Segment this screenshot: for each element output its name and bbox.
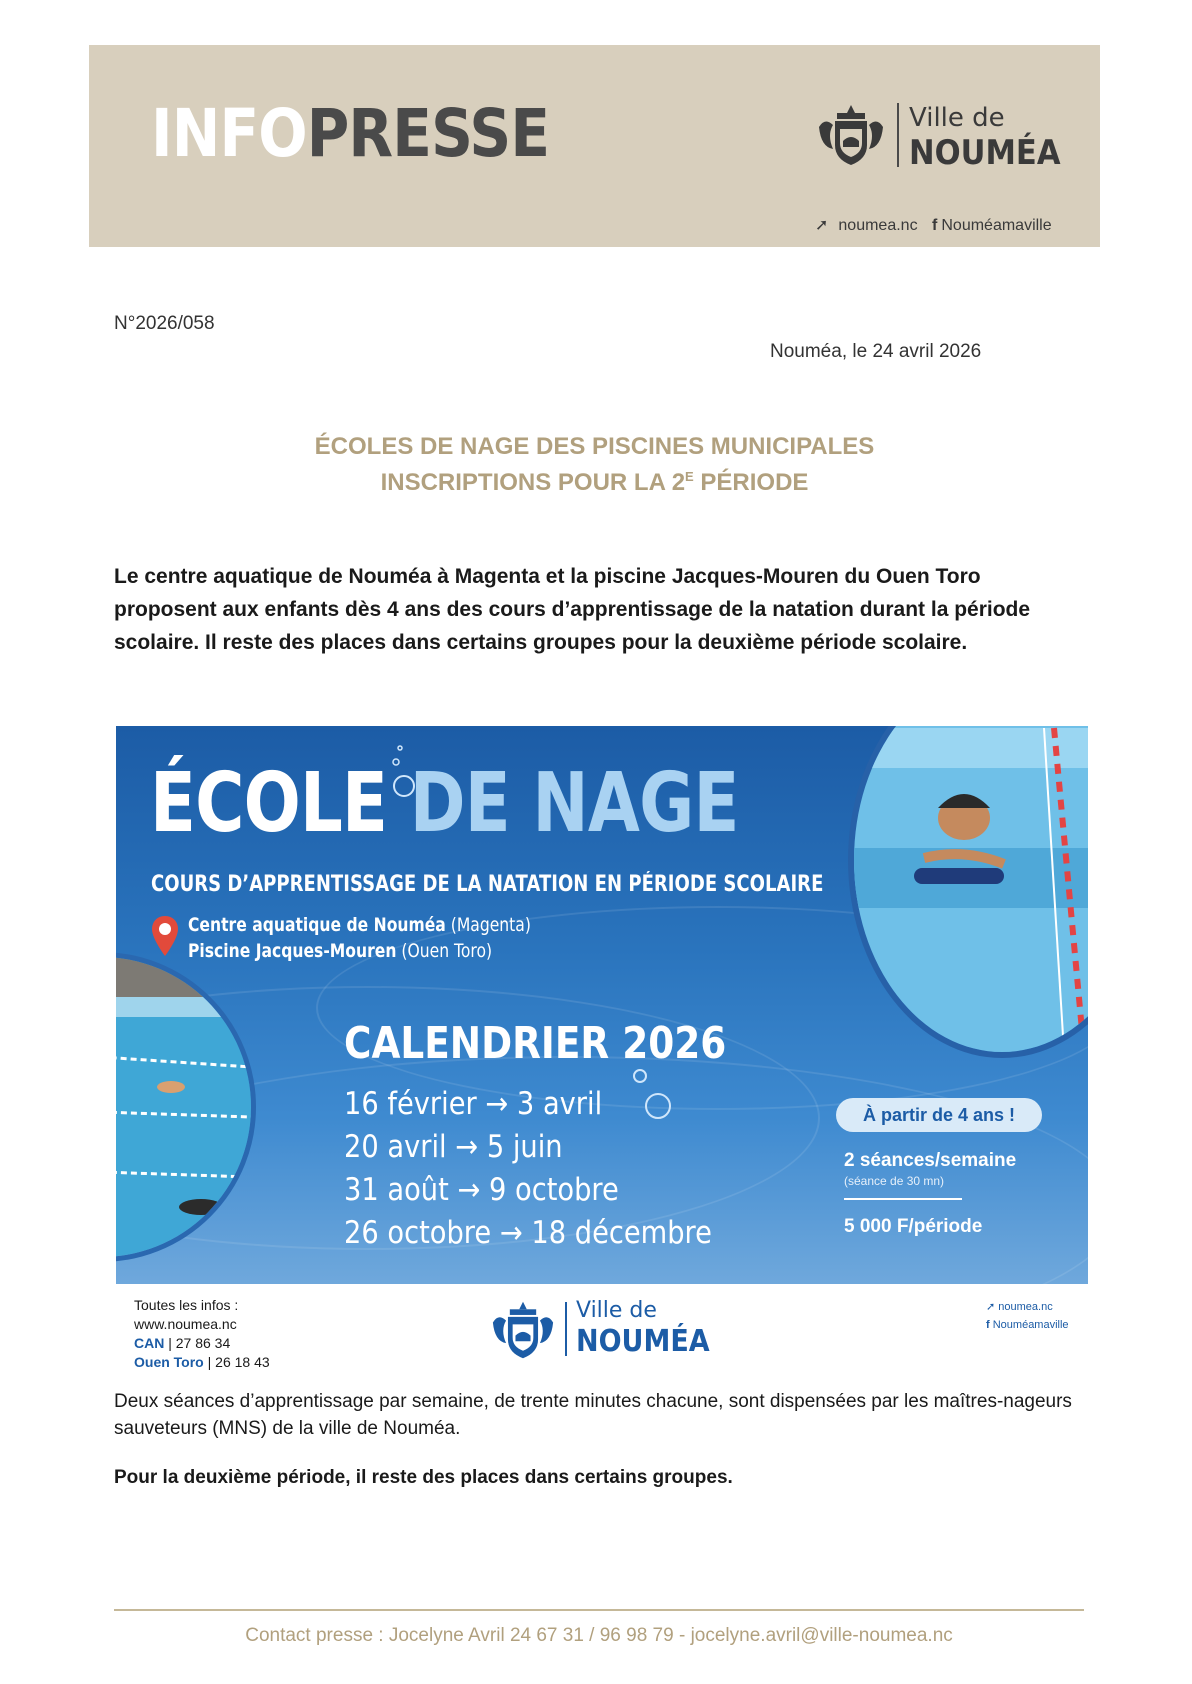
ouen-toro-label: Ouen Toro (134, 1354, 204, 1370)
city-crest-icon (488, 1298, 558, 1362)
price-per-period: 5 000 F/période (844, 1216, 983, 1237)
poster-ville-noumea-logo (488, 1298, 728, 1378)
send-icon: ➚ (986, 1301, 999, 1313)
headline-superscript: E (685, 469, 694, 484)
press-release-date: Nouméa, le 24 avril 2026 (770, 341, 982, 362)
header-banner (89, 45, 1100, 247)
brand-presse: PRESSE (306, 95, 550, 172)
calendar-title: CALENDRIER 2026 (344, 1018, 727, 1069)
headline-line-1: ÉCOLES DE NAGE DES PISCINES MUNICIPALES (314, 433, 875, 460)
footer-divider (114, 1609, 1084, 1611)
poster-site-row (986, 1298, 1069, 1316)
bubbles-icon (390, 740, 430, 800)
poster-divider (844, 1198, 962, 1200)
poster-title-ecole: ÉCOLE (150, 756, 388, 851)
info-presse-brand (151, 95, 550, 172)
brand-info: INFO (151, 95, 307, 172)
logo-divider (897, 103, 899, 167)
poster-site-link[interactable]: noumea.nc (998, 1301, 1053, 1313)
ouen-toro-phone (134, 1353, 270, 1372)
location-1-name: Centre aquatique de Nouméa (188, 914, 446, 936)
city-crest-icon (815, 101, 887, 169)
period-3: 31 août → 9 octobre (344, 1172, 619, 1208)
can-number: | 27 86 34 (168, 1335, 231, 1351)
facebook-icon: f (986, 1319, 993, 1331)
poster-contact-info (134, 1296, 270, 1372)
period-4: 26 octobre → 18 décembre (344, 1215, 712, 1251)
header-site-link[interactable]: noumea.nc (838, 217, 918, 234)
period-1: 16 février → 3 avril (344, 1086, 603, 1122)
body-paragraph-2: Pour la deuxième période, il reste des places dans certains groupes. (114, 1467, 733, 1488)
age-badge: À partir de 4 ans ! (836, 1098, 1042, 1132)
period-2: 20 avril → 5 juin (344, 1129, 563, 1165)
poster-background (116, 726, 1088, 1284)
logo-ville-text: Ville de (909, 103, 1005, 133)
facebook-icon: f (932, 217, 938, 234)
info-title: Toutes les infos : (134, 1297, 239, 1313)
press-release-number: N°2026/058 (114, 313, 215, 334)
ecole-de-nage-poster (116, 726, 1088, 1370)
headline-line-2-post: PÉRIODE (693, 469, 809, 496)
header-facebook-link[interactable]: Nouméamaville (941, 217, 1052, 234)
location-1-area: (Magenta) (450, 914, 531, 936)
can-label: CAN (134, 1335, 165, 1351)
ouen-toro-number: | 26 18 43 (207, 1354, 270, 1370)
send-icon: ➚ (815, 217, 829, 234)
can-phone (134, 1334, 270, 1353)
location-1 (188, 914, 531, 936)
location-2-area: (Ouen Toro) (401, 940, 493, 962)
headline-line-2-pre: INSCRIPTIONS POUR LA 2 (380, 469, 686, 496)
logo-noumea-text: NOUMÉA (909, 133, 1061, 173)
poster-subtitle: COURS D’APPRENTISSAGE DE LA NATATION EN PÉRIODE SCOLAIRE (151, 872, 824, 897)
location-2-name: Piscine Jacques-Mouren (188, 940, 397, 962)
poster-facebook-link[interactable]: Nouméamaville (992, 1319, 1069, 1331)
ville-noumea-logo (815, 99, 1061, 234)
location-pin-icon (152, 916, 178, 956)
poster-title (150, 756, 739, 851)
headline-line-2 (89, 469, 1100, 497)
location-2 (188, 940, 492, 962)
logo-divider (565, 1302, 567, 1356)
bubbles-icon (632, 1068, 676, 1124)
body-paragraph-1: Deux séances d’apprentissage par semaine, de trente minutes chacune, sont dispensées par les maîtres-nageurs sauveteurs (MNS) de la ville de Nouméa. (114, 1391, 1072, 1439)
info-site-link[interactable]: www.noumea.nc (134, 1316, 237, 1332)
press-contact: Contact presse : Jocelyne Avril 24 67 31 / 96 98 79 - jocelyne.avril@ville-noumea.nc (245, 1625, 953, 1646)
session-duration-note: (séance de 30 mn) (844, 1174, 945, 1188)
header-links (815, 215, 1062, 235)
poster-title-de-nage: DE NAGE (409, 756, 739, 851)
poster-facebook-row (986, 1316, 1069, 1334)
lead-paragraph: Le centre aquatique de Nouméa à Magenta et la piscine Jacques-Mouren du Ouen Toro proposent aux enfants dès 4 ans des cours d’apprentissage de la natation durant la période scolaire. Il reste des places dans certains groupes pour la deuxième période scolaire. (114, 565, 1031, 654)
poster-logo-noumea-text: NOUMÉA (576, 1324, 710, 1359)
poster-links (986, 1298, 1069, 1334)
sessions-per-week: 2 séances/semaine (844, 1150, 1017, 1171)
poster-logo-ville-text: Ville de (576, 1298, 657, 1323)
